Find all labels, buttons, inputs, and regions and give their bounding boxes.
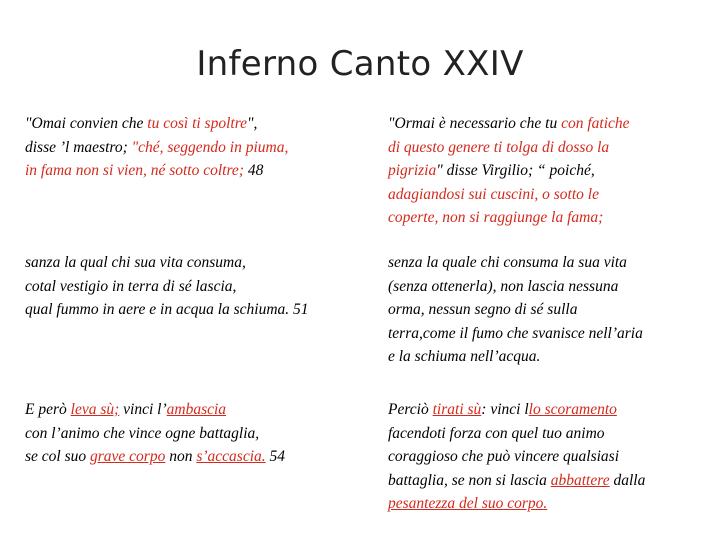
text-segment: orma, nessun segno di sé sulla	[388, 301, 578, 318]
text-line	[25, 159, 288, 183]
text-segment: "Omai convien che	[25, 115, 148, 132]
text-segment: facendoti forza con quel tuo animo	[388, 424, 605, 442]
highlighted-phrase: coperte, non si raggiunge la fama;	[388, 209, 604, 226]
text-segment: (senza ottenerla), non lascia nessuna	[388, 277, 619, 295]
highlighted-phrase: adagiandosi sui cuscini, o sotto le	[388, 185, 599, 203]
text-segment: terra,come il fumo che svanisce nell’aria	[388, 324, 643, 342]
text-segment: Perciò	[388, 401, 433, 418]
text-line	[25, 422, 285, 446]
text-segment: 54	[265, 448, 286, 465]
text-line	[25, 136, 288, 160]
text-segment: dalla	[609, 471, 646, 489]
text-line	[25, 275, 309, 299]
highlighted-phrase: grave corpo	[90, 448, 166, 465]
text-segment: ",	[247, 115, 258, 132]
page-title: Inferno Canto XXIV	[196, 44, 524, 84]
paraphrase-tercet-54	[388, 398, 645, 516]
text-segment: non	[165, 448, 197, 465]
text-line	[388, 183, 630, 207]
text-segment: : vinci l	[481, 401, 529, 418]
text-line	[388, 251, 643, 275]
text-line	[388, 345, 643, 369]
text-segment: disse ’l maestro;	[25, 138, 132, 156]
original-tercet-54	[25, 398, 285, 469]
text-segment: 48	[247, 162, 264, 179]
highlighted-phrase: in fama non si vien, né sotto coltre;	[25, 162, 248, 179]
text-line	[388, 445, 645, 469]
text-line	[25, 298, 309, 322]
text-line	[388, 112, 630, 136]
text-line	[388, 492, 645, 516]
highlighted-phrase: leva sù;	[70, 401, 120, 418]
text-line	[388, 322, 643, 346]
highlighted-phrase: tu così ti spoltre	[147, 115, 248, 132]
text-line	[388, 159, 630, 183]
text-line	[25, 112, 288, 136]
text-segment: qual fummo in aere e in acqua la schiuma. 51	[25, 301, 309, 318]
text-line	[25, 445, 285, 469]
text-segment: sanza la qual chi sua vita consuma,	[25, 254, 246, 271]
text-line	[388, 206, 630, 230]
highlighted-phrase: di questo genere ti tolga di dosso la	[388, 138, 610, 156]
text-line	[388, 422, 645, 446]
text-line	[25, 398, 285, 422]
text-segment: senza la quale chi consuma la sua vita	[388, 254, 627, 271]
text-segment: e la schiuma nell’acqua.	[388, 348, 541, 365]
text-segment: " disse Virgilio; “ poiché,	[436, 162, 595, 179]
highlighted-phrase: con fatiche	[561, 115, 630, 132]
text-line	[388, 398, 645, 422]
highlighted-phrase: tirati sù	[432, 401, 482, 418]
highlighted-phrase: lo scoramento	[528, 401, 617, 418]
text-segment: coraggioso che può vincere qualsiasi	[388, 448, 620, 465]
text-segment: "Ormai è necessario che tu	[388, 115, 562, 132]
text-line	[388, 469, 645, 493]
text-segment: vinci l’	[119, 401, 167, 418]
text-line	[25, 251, 309, 275]
paraphrase-tercet-48	[388, 112, 630, 230]
text-line	[388, 275, 643, 299]
highlighted-phrase: abbattere	[550, 471, 610, 489]
paraphrase-tercet-51	[388, 251, 643, 369]
original-tercet-48	[25, 112, 288, 183]
text-line	[388, 298, 643, 322]
highlighted-phrase: "ché, seggendo in piuma,	[131, 138, 289, 156]
text-segment: E però	[25, 401, 71, 418]
highlighted-phrase: pigrizia	[388, 162, 437, 179]
text-segment: se col suo	[25, 448, 91, 465]
text-segment: con l’animo che vince ogne battaglia,	[25, 424, 260, 442]
original-tercet-51	[25, 251, 309, 322]
text-segment: cotal vestigio in terra di sé lascia,	[25, 277, 237, 295]
text-segment: battaglia, se non si lascia	[388, 471, 551, 489]
highlighted-phrase: pesantezza del suo corpo.	[388, 495, 548, 512]
highlighted-phrase: ambascia	[166, 401, 227, 418]
highlighted-phrase: s’accascia.	[196, 448, 266, 465]
text-line	[388, 136, 630, 160]
